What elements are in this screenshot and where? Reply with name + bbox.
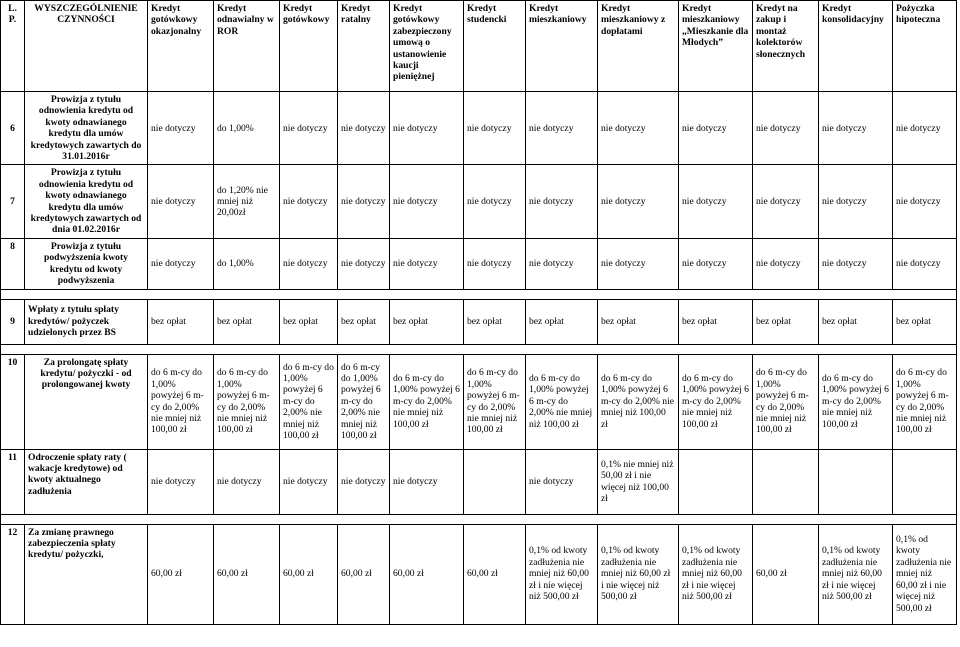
table-cell: bez opłat bbox=[464, 299, 526, 344]
table-spacer-row bbox=[1, 344, 957, 354]
table-cell: nie dotyczy bbox=[214, 449, 280, 514]
table-cell: do 1,00% bbox=[214, 92, 280, 165]
row-activity: Za prolongatę spłaty kredytu/ pożyczki - od prolongowanej kwoty bbox=[25, 354, 148, 449]
table-cell: nie dotyczy bbox=[598, 165, 679, 238]
table-cell: 0,1% od kwoty zadłużenia nie mniej niż 60,00 zł i nie więcej niż 500,00 zł bbox=[598, 524, 679, 624]
row-activity: Prowizja z tytułu odnowienia kredytu od kwoty odnawianego kredytu dla umów kredytowych zawartych do 31.01.2016r bbox=[25, 92, 148, 165]
table-cell: nie dotyczy bbox=[464, 165, 526, 238]
header-activity: WYSZCZEGÓLNIENIE CZYNNOŚCI bbox=[25, 1, 148, 92]
table-cell: nie dotyczy bbox=[753, 165, 819, 238]
table-cell: nie dotyczy bbox=[819, 165, 893, 238]
table-cell: nie dotyczy bbox=[679, 165, 753, 238]
table-cell: do 6 m-cy do 1,00% powyżej 6 m-cy do 2,00% nie mniej niż 100,00 zł bbox=[819, 354, 893, 449]
table-cell: 60,00 zł bbox=[148, 524, 214, 624]
table-row bbox=[1, 299, 957, 344]
header-col-2: Kredyt odnawialny w ROR bbox=[214, 1, 280, 92]
table-cell: nie dotyczy bbox=[390, 449, 464, 514]
header-col-6: Kredyt studencki bbox=[464, 1, 526, 92]
table-cell: nie dotyczy bbox=[148, 165, 214, 238]
table-cell: nie dotyczy bbox=[390, 165, 464, 238]
table-cell: bez opłat bbox=[598, 299, 679, 344]
table-cell: nie dotyczy bbox=[280, 238, 338, 289]
table-cell: 0,1% nie mniej niż 50,00 zł i nie więcej niż 100,00 zł bbox=[598, 449, 679, 514]
table-cell: do 6 m-cy do 1,00% powyżej 6 m-cy do 2,00% nie mniej niż 100,00 zł bbox=[679, 354, 753, 449]
table-cell: 60,00 zł bbox=[390, 524, 464, 624]
row-activity: Prowizja z tytułu podwyższenia kwoty kredytu od kwoty podwyższenia bbox=[25, 238, 148, 289]
table-cell: nie dotyczy bbox=[148, 92, 214, 165]
header-col-9: Kredyt mieszkaniowy „Mieszkanie dla Młodych” bbox=[679, 1, 753, 92]
table-cell: 0,1% od kwoty zadłużenia nie mniej niż 60,00 zł i nie więcej niż 500,00 zł bbox=[526, 524, 598, 624]
table-cell: bez opłat bbox=[338, 299, 390, 344]
table-cell: bez opłat bbox=[148, 299, 214, 344]
table-cell: nie dotyczy bbox=[338, 92, 390, 165]
table-cell: do 6 m-cy do 1,00% powyżej 6 m-cy do 2,00% nie mniej niż 100,00 zł bbox=[753, 354, 819, 449]
table-cell: do 6 m-cy do 1,00% powyżej 6 m-cy do 2,00% nie mniej niż 100,00 zł bbox=[464, 354, 526, 449]
row-activity: Za zmianę prawnego zabezpieczenia spłaty kredytu/ pożyczki, bbox=[25, 524, 148, 624]
header-col-3: Kredyt gotówkowy bbox=[280, 1, 338, 92]
table-cell: nie dotyczy bbox=[526, 449, 598, 514]
header-col-5: Kredyt gotówkowy zabezpieczony umową o ustanowienie kaucji pieniężnej bbox=[390, 1, 464, 92]
row-number: 12 bbox=[1, 524, 25, 624]
table-cell bbox=[893, 449, 957, 514]
table-cell: nie dotyczy bbox=[338, 449, 390, 514]
table-cell: nie dotyczy bbox=[526, 92, 598, 165]
table-cell: bez opłat bbox=[280, 299, 338, 344]
table-cell: bez opłat bbox=[819, 299, 893, 344]
table-cell: bez opłat bbox=[753, 299, 819, 344]
table-cell: bez opłat bbox=[893, 299, 957, 344]
table-row bbox=[1, 354, 957, 449]
table-cell: 60,00 zł bbox=[280, 524, 338, 624]
table-cell: nie dotyczy bbox=[526, 165, 598, 238]
table-cell: bez opłat bbox=[526, 299, 598, 344]
header-lp: L. P. bbox=[1, 1, 25, 92]
header-col-11: Kredyt konsolidacyjny bbox=[819, 1, 893, 92]
table-row bbox=[1, 165, 957, 238]
table-cell: 60,00 zł bbox=[214, 524, 280, 624]
table-cell: nie dotyczy bbox=[338, 165, 390, 238]
table-cell: nie dotyczy bbox=[390, 92, 464, 165]
table-cell: nie dotyczy bbox=[753, 92, 819, 165]
table-cell: do 6 m-cy do 1,00% powyżej 6 m-cy do 2,00% nie mniej niż 100,00 zł bbox=[526, 354, 598, 449]
row-activity: Prowizja z tytułu odnowienia kredytu od kwoty odnawianego kredytu dla umów kredytowych zawartych od dnia 01.02.2016r bbox=[25, 165, 148, 238]
table-header-row bbox=[1, 1, 957, 92]
table-cell: nie dotyczy bbox=[464, 238, 526, 289]
table-cell: do 6 m-cy do 1,00% powyżej 6 m-cy do 2,00% nie mniej niż 100,00 zł bbox=[148, 354, 214, 449]
table-row bbox=[1, 92, 957, 165]
table-cell bbox=[679, 449, 753, 514]
table-spacer-row bbox=[1, 514, 957, 524]
table-cell: 60,00 zł bbox=[753, 524, 819, 624]
table-cell: nie dotyczy bbox=[819, 238, 893, 289]
table-cell: nie dotyczy bbox=[338, 238, 390, 289]
table-cell: nie dotyczy bbox=[526, 238, 598, 289]
row-number: 11 bbox=[1, 449, 25, 514]
table-cell: do 6 m-cy do 1,00% powyżej 6 m-cy do 2,00% nie mniej niż 100,00 zł bbox=[598, 354, 679, 449]
table-cell: 0,1% od kwoty zadłużenia nie mniej niż 60,00 zł i nie więcej niż 500,00 zł bbox=[679, 524, 753, 624]
table-cell: bez opłat bbox=[390, 299, 464, 344]
row-number: 6 bbox=[1, 92, 25, 165]
row-activity: Odroczenie spłaty raty ( wakacje kredytowe) od kwoty aktualnego zadłużenia bbox=[25, 449, 148, 514]
row-activity: Wpłaty z tytułu spłaty kredytów/ pożyczek udzielonych przez BS bbox=[25, 299, 148, 344]
table-cell: nie dotyczy bbox=[893, 238, 957, 289]
table-cell: 0,1% od kwoty zadłużenia nie mniej niż 60,00 zł i nie więcej niż 500,00 zł bbox=[893, 524, 957, 624]
table-row bbox=[1, 238, 957, 289]
table-cell: do 6 m-cy do 1,00% powyżej 6 m-cy do 2,00% nie mniej niż 100,00 zł bbox=[214, 354, 280, 449]
table-cell: bez opłat bbox=[679, 299, 753, 344]
header-col-1: Kredyt gotówkowy okazjonalny bbox=[148, 1, 214, 92]
row-number: 9 bbox=[1, 299, 25, 344]
table-cell: bez opłat bbox=[214, 299, 280, 344]
header-col-8: Kredyt mieszkaniowy z dopłatami bbox=[598, 1, 679, 92]
table-cell: do 6 m-cy do 1,00% powyżej 6 m-cy do 2,00% nie mniej niż 100,00 zł bbox=[338, 354, 390, 449]
table-spacer-row bbox=[1, 289, 957, 299]
table-cell: nie dotyczy bbox=[598, 238, 679, 289]
table-cell: nie dotyczy bbox=[819, 92, 893, 165]
row-number: 8 bbox=[1, 238, 25, 289]
table-cell: do 6 m-cy do 1,00% powyżej 6 m-cy do 2,00% nie mniej niż 100,00 zł bbox=[390, 354, 464, 449]
row-number: 10 bbox=[1, 354, 25, 449]
header-col-7: Kredyt mieszkaniowy bbox=[526, 1, 598, 92]
table-cell bbox=[819, 449, 893, 514]
header-col-12: Pożyczka hipoteczna bbox=[893, 1, 957, 92]
table-row bbox=[1, 524, 957, 624]
table-cell: do 6 m-cy do 1,00% powyżej 6 m-cy do 2,00% nie mniej niż 100,00 zł bbox=[893, 354, 957, 449]
table-cell: nie dotyczy bbox=[464, 92, 526, 165]
header-col-4: Kredyt ratalny bbox=[338, 1, 390, 92]
table-cell: do 1,00% bbox=[214, 238, 280, 289]
table-cell: nie dotyczy bbox=[753, 238, 819, 289]
table-cell: nie dotyczy bbox=[280, 92, 338, 165]
row-number: 7 bbox=[1, 165, 25, 238]
table-cell: nie dotyczy bbox=[679, 92, 753, 165]
table-cell: nie dotyczy bbox=[598, 92, 679, 165]
table-cell: 60,00 zł bbox=[338, 524, 390, 624]
table-cell: nie dotyczy bbox=[893, 165, 957, 238]
table-cell: nie dotyczy bbox=[148, 238, 214, 289]
table-cell: nie dotyczy bbox=[280, 165, 338, 238]
table-cell bbox=[753, 449, 819, 514]
table-cell bbox=[464, 449, 526, 514]
table-cell: do 1,20% nie mniej niż 20,00zł bbox=[214, 165, 280, 238]
table-cell: 0,1% od kwoty zadłużenia nie mniej niż 60,00 zł i nie więcej niż 500,00 zł bbox=[819, 524, 893, 624]
table-cell: do 6 m-cy do 1,00% powyżej 6 m-cy do 2,00% nie mniej niż 100,00 zł bbox=[280, 354, 338, 449]
table-cell: nie dotyczy bbox=[390, 238, 464, 289]
table-cell: nie dotyczy bbox=[893, 92, 957, 165]
table-cell: nie dotyczy bbox=[679, 238, 753, 289]
table-cell: nie dotyczy bbox=[280, 449, 338, 514]
table-row bbox=[1, 449, 957, 514]
header-col-10: Kredyt na zakup i montaż kolektorów słonecznych bbox=[753, 1, 819, 92]
table-cell: 60,00 zł bbox=[464, 524, 526, 624]
table-cell: nie dotyczy bbox=[148, 449, 214, 514]
